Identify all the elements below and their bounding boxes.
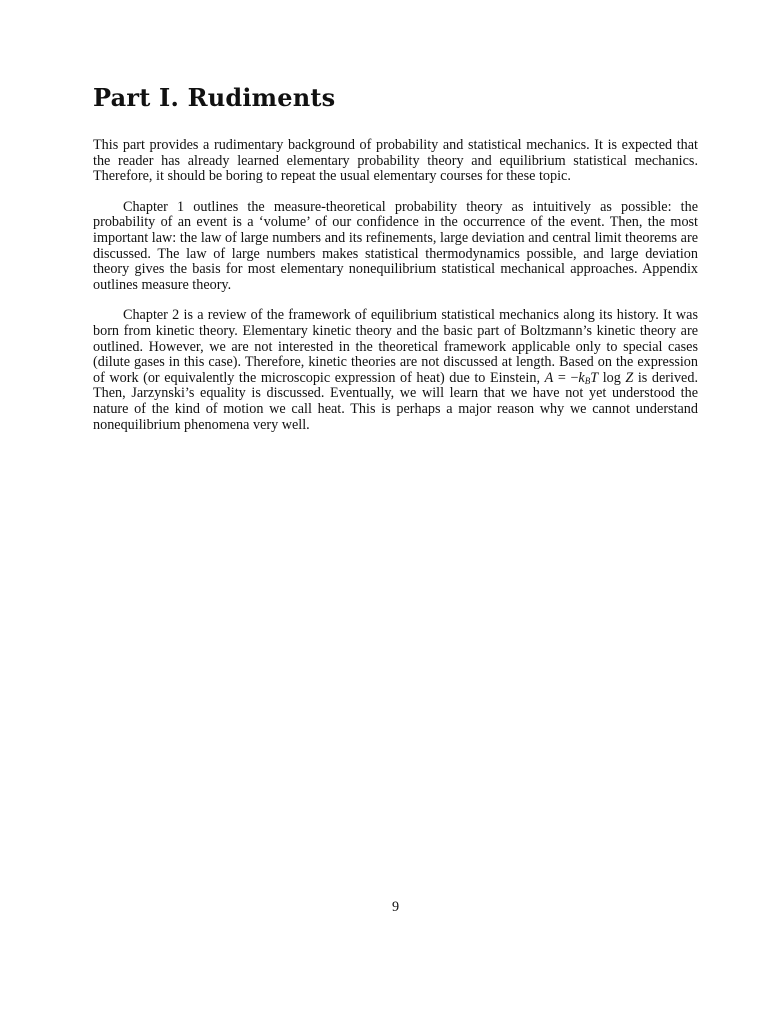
chapter-2-text-after-equation: is derived. Then, Jarzynski’s equality is discussed. Eventually, we will learn that we have not yet understood the nature of the kind of motion we call heat. This is perhaps a major reason why we cannot understand nonequilibrium phenomena very well. bbox=[93, 369, 698, 433]
chapter-1-paragraph: Chapter 1 outlines the measure-theoretical probability theory as intuitively as possible: the probability of an event is a ‘volume’ of our confidence in the occurrence of the event. Then, the most important law: the law of large numbers and its refinements, large deviation and central limit theorems are discussed. The law of large numbers makes statistical thermodynamics possible, and large deviation theory gives the basis for most elementary nonequilibrium statistical mechanical approaches. Appendix outlines measure theory. bbox=[93, 198, 698, 293]
page-number: 9 bbox=[391, 899, 400, 915]
equation-t: T bbox=[590, 369, 599, 386]
chapter-2-text-before-equation: Chapter 2 is a review of the framework of equilibrium statistical mechanics along its history. It was born from kinetic theory. Elementary kinetic theory and the basic part of Boltzmann’s kinetic theory are outlined. However, we are not interested in the theoretical framework applicable only to special cases (dilute gases in this case). Therefore, kinetic theories are not discussed at length. Based on the expression of work (or equivalently the microscopic expression of heat) due to Einstein, bbox=[93, 307, 698, 386]
helmholtz-equation bbox=[545, 370, 634, 386]
part-title: Part I. Rudiments bbox=[93, 83, 336, 112]
equation-log: log bbox=[598, 369, 626, 386]
chapter-2-paragraph bbox=[93, 308, 698, 433]
equation-equals: = − bbox=[553, 369, 579, 386]
body-text bbox=[93, 138, 698, 448]
document-page bbox=[93, 0, 698, 1024]
equation-k: k bbox=[578, 369, 585, 386]
equation-lhs: A bbox=[544, 369, 554, 386]
equation-k-subscript: B bbox=[584, 375, 591, 386]
equation-z: Z bbox=[625, 369, 634, 386]
intro-paragraph: This part provides a rudimentary background of probability and statistical mechanics. It is expected that the reader has already learned elementary probability theory and equilibrium statistical mechanics. Therefore, it should be boring to repeat the usual elementary courses for these topic. bbox=[93, 137, 698, 185]
